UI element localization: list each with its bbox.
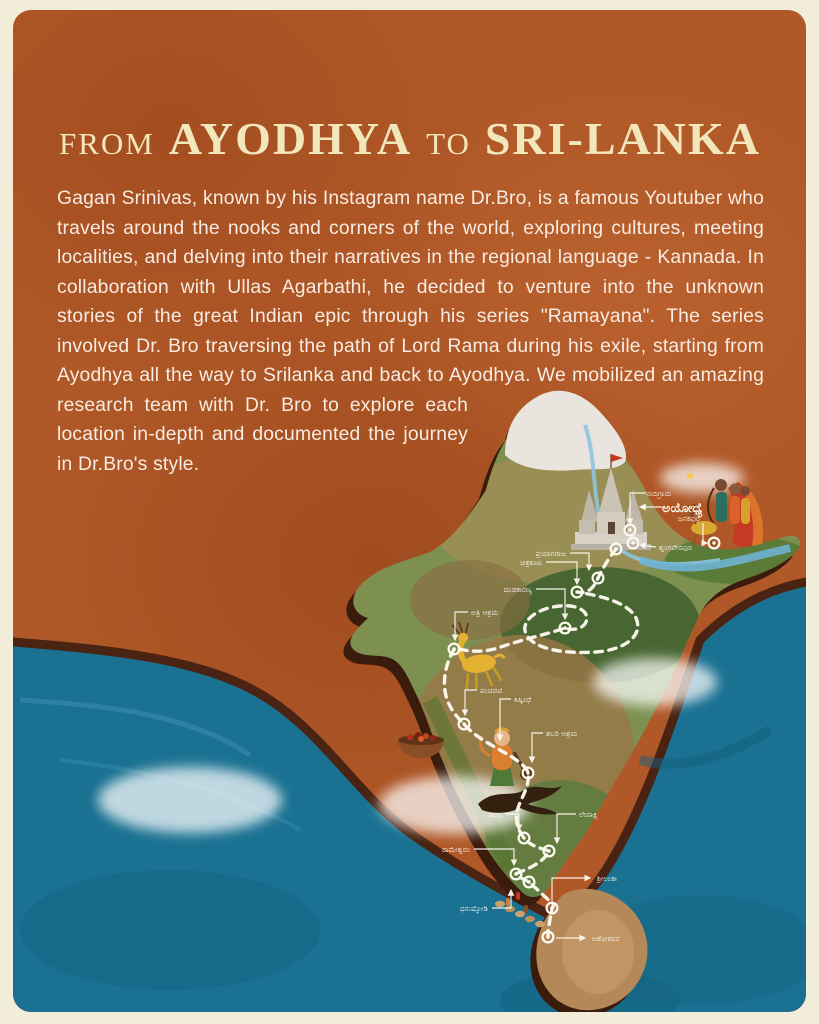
route-node-dot bbox=[550, 906, 553, 909]
map-location-label: ನಂದಿಗ್ರಾಮ bbox=[646, 490, 672, 498]
map-location-label: ಜನಕಪುರ bbox=[677, 515, 700, 523]
page-title bbox=[40, 112, 780, 165]
map-location-label: ಶಬರಿ ಆಶ್ರಮ bbox=[546, 730, 578, 738]
map-location-label: ಧನುಷ್ಕೋಡಿ bbox=[459, 905, 488, 913]
title-word-ayodhya: AYODHYA bbox=[168, 113, 413, 164]
route-node-dot bbox=[527, 880, 530, 883]
map-location-label: ಅತ್ರಿ ಆಶ್ರಮ bbox=[471, 609, 499, 617]
map-location-label: ಕಿಷ್ಕಿಂಧೆ bbox=[514, 696, 532, 704]
map-location-label: ಶೃಂಗವೇರಪುರ bbox=[659, 544, 693, 552]
route-node-dot bbox=[547, 849, 550, 852]
map-location-label: ಹಂಪಿ bbox=[489, 811, 502, 819]
poster-panel bbox=[13, 10, 806, 1012]
route-node-dot bbox=[546, 935, 549, 938]
title-word-to: TO bbox=[426, 126, 471, 161]
map-location-label: ಅಶೋಕವನ bbox=[592, 935, 620, 943]
route-node-dot bbox=[522, 836, 525, 839]
intro-text: Gagan Srinivas, known by his Instagram name Dr.Bro, is a famous Youtuber who travels around the nooks and corners of the world, exploring cultures, meeting localities, and delving into their narratives in the regional language - Kannada. In collaboration with Ullas Agarbathi, he decided to venture into the unknown stories of the great Indian epic through his series "Ramayana". The series involved Dr. Bro traversing the path of Lord Rama during his exile, starting from Ayodhya all the way to Srilanka and back to Ayodhya. We mobilized an amazing research team with Dr. Bro to explore each location in-depth and documented the journey in Dr.Bro's style. bbox=[57, 188, 764, 475]
title-word-srilanka: SRI-LANKA bbox=[484, 113, 761, 164]
title-word-from: FROM bbox=[58, 126, 155, 161]
map-location-label: ದಂಡಕಾರಣ್ಯ bbox=[503, 586, 532, 594]
intro-paragraph bbox=[57, 184, 764, 811]
poster-art bbox=[13, 10, 806, 1012]
map-location-label: ಅಯೋಧ್ಯೆ bbox=[662, 500, 703, 515]
route-node-dot bbox=[514, 872, 517, 875]
map-location-label: ರಾಮೇಶ್ವರಂ bbox=[442, 846, 470, 854]
map-location-label: ಪ್ರಯಾಗರಾಜ bbox=[535, 550, 566, 558]
map-location-label: ಪಂಚವಟಿ bbox=[480, 687, 503, 695]
map-location-label: ಲೇಪಾಕ್ಷಿ bbox=[579, 811, 598, 819]
map-location-label: ಶ್ರೀಲಂಕಾ bbox=[597, 875, 618, 883]
map-location-label: ಚಿತ್ರಕೂಟ bbox=[520, 559, 542, 567]
